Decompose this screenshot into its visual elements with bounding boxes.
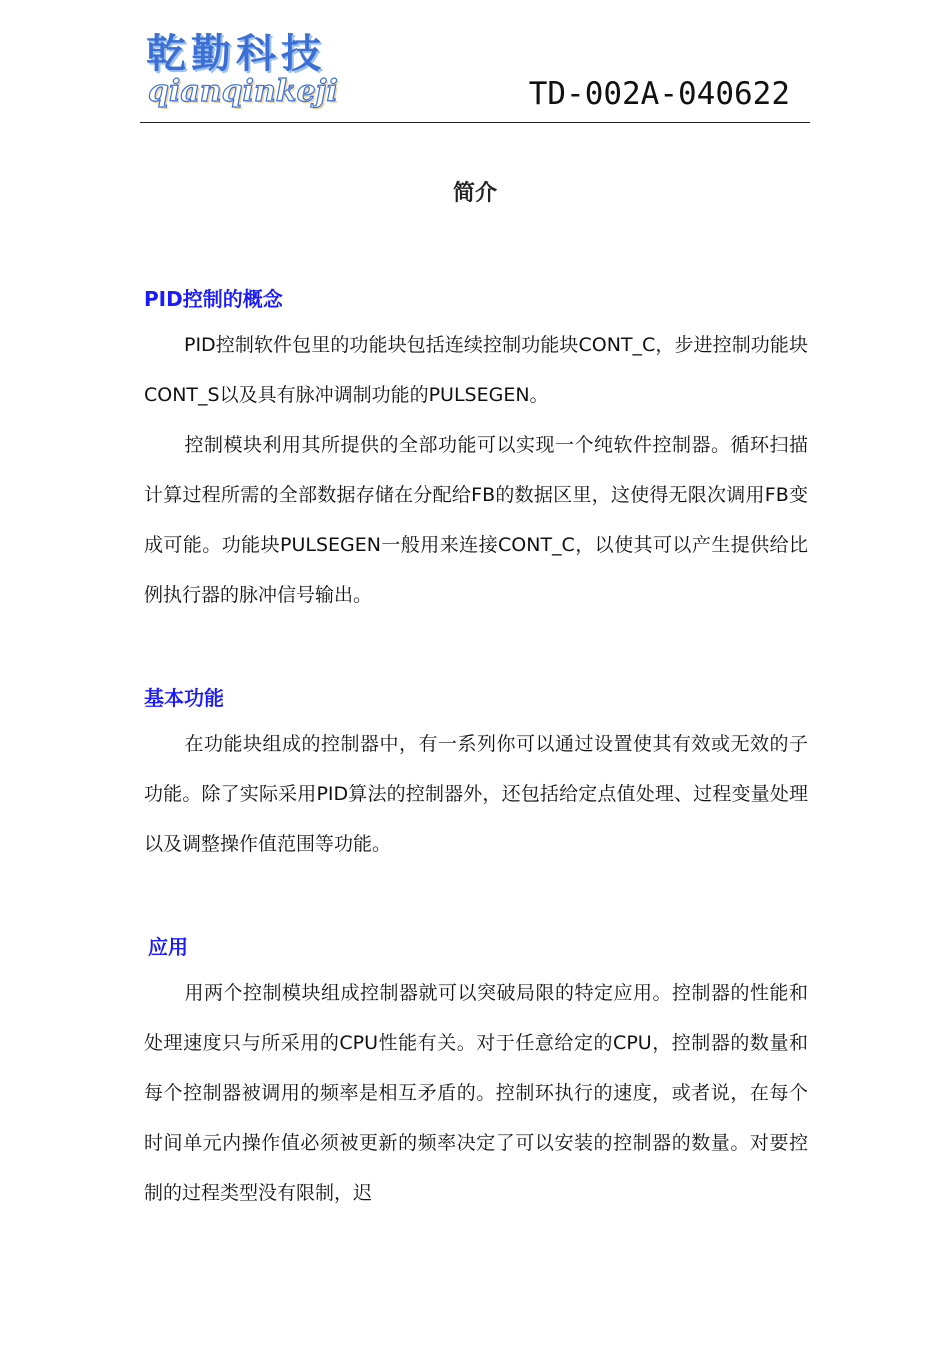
document-code: TD-002A-040622 — [528, 76, 790, 112]
page-title: 简介 — [452, 181, 497, 206]
paragraph-text: 在功能块组成的控制器中，有一系列你可以通过设置使其有效或无效的子功能。除了实际采用PID算法的控制器外，还包括给定点值处理、过程变量处理以及调整操作值范围等功能。 — [144, 733, 808, 855]
paragraph — [144, 719, 808, 869]
section-heading-application: 应用 — [148, 935, 188, 959]
section-heading-basic-functions: 基本功能 — [144, 686, 224, 710]
paragraph-text: 控制模块利用其所提供的全部功能可以实现一个纯软件控制器。循环扫描计算过程所需的全部数据存储在分配给FB的数据区里，这使得无限次调用FB变成可能。功能块PULSEGEN一般用来连接CONT_C，以使其可以产生提供给比例执行器的脉冲信号输出。 — [144, 434, 808, 606]
paragraph — [144, 320, 808, 420]
section-heading-pid-concept: PID控制的概念 — [144, 287, 283, 311]
paragraph — [144, 420, 808, 620]
paragraph — [144, 968, 808, 1218]
company-logo — [146, 22, 376, 112]
paragraph-text: PID控制软件包里的功能块包括连续控制功能块CONT_C，步进控制功能块CONT_S以及具有脉冲调制功能的PULSEGEN。 — [144, 334, 808, 406]
logo-chinese-text: 乾勤科技 — [146, 31, 326, 77]
paragraph-text: 用两个控制模块组成控制器就可以突破局限的特定应用。控制器的性能和处理速度只与所采用的CPU性能有关。对于任意给定的CPU，控制器的数量和每个控制器被调用的频率是相互矛盾的。控制环执行的速度，或者说，在每个时间单元内操作值必须被更新的频率决定了可以安装的控制器的数量。对要控制的过程类型没有限制，迟 — [144, 982, 808, 1204]
page-header — [140, 18, 810, 123]
logo-pinyin-text: qianqinkeji — [148, 74, 338, 109]
